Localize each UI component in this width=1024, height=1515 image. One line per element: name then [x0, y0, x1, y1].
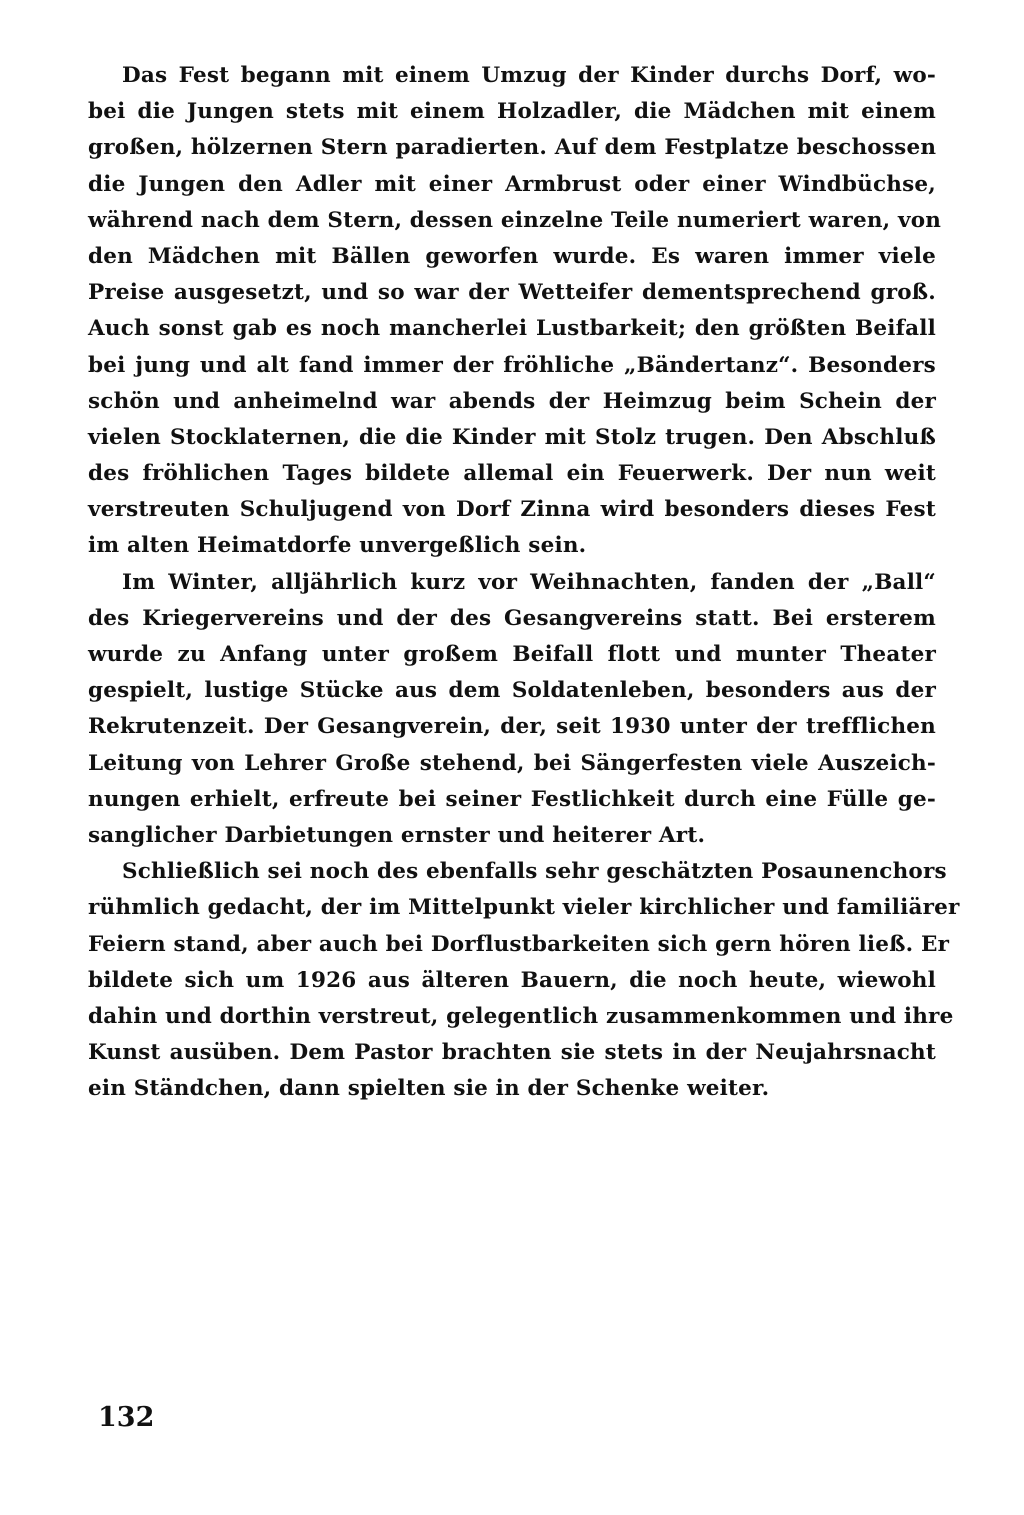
text-line: großen, hölzernen Stern paradierten. Auf dem Festplatze beschossen: [88, 135, 937, 161]
text-line: während nach dem Stern, dessen einzelne Teile numeriert waren, von: [88, 207, 942, 233]
text-line: Leitung von Lehrer Große stehend, bei Sängerfesten viele Auszeich-: [88, 750, 936, 776]
paragraph-fest: [88, 58, 942, 565]
text-line: Im Winter, alljährlich kurz vor Weihnachten, fanden der „Ball“: [122, 569, 936, 595]
text-line: Rekrutenzeit. Der Gesangverein, der, seit 1930 unter der trefflichen: [88, 714, 936, 740]
text-line: die Jungen den Adler mit einer Armbrust oder einer Windbüchse,: [88, 171, 936, 197]
text-line: den Mädchen mit Bällen geworfen wurde. Es waren immer viele: [88, 243, 936, 269]
text-line: dahin und dorthin verstreut, gelegentlich zusammenkommen und ihre: [88, 1003, 954, 1029]
text-line: Auch sonst gab es noch mancherlei Lustbarkeit; den größten Beifall: [88, 316, 936, 342]
text-line: gespielt, lustige Stücke aus dem Soldatenleben, besonders aus der: [88, 678, 936, 704]
text-line: Kunst ausüben. Dem Pastor brachten sie stets in der Neujahrsnacht: [88, 1040, 936, 1066]
text-line: verstreuten Schuljugend von Dorf Zinna wird besonders dieses Fest: [88, 497, 936, 523]
text-line: ein Ständchen, dann spielten sie in der Schenke weiter.: [88, 1076, 770, 1102]
text-line: Das Fest begann mit einem Umzug der Kinder durchs Dorf, wo-: [122, 63, 936, 88]
page-number: 132: [98, 1402, 155, 1433]
text-line: Feiern stand, aber auch bei Dorflustbarkeiten sich gern hören ließ. Er: [88, 931, 950, 957]
text-line: bildete sich um 1926 aus älteren Bauern, die noch heute, wiewohl: [88, 967, 936, 993]
page-text: [88, 58, 960, 1107]
text-line: rühmlich gedacht, der im Mittelpunkt vieler kirchlicher und familiärer: [88, 895, 960, 921]
paragraph-winter: [88, 565, 936, 855]
text-line: Schließlich sei noch des ebenfalls sehr geschätzten Posaunenchors: [122, 859, 947, 885]
text-line: im alten Heimatdorfe unvergeßlich sein.: [88, 533, 587, 559]
text-line: bei die Jungen stets mit einem Holzadler, die Mädchen mit einem: [88, 99, 936, 125]
text-line: sanglicher Darbietungen ernster und heiterer Art.: [88, 822, 706, 848]
text-line: wurde zu Anfang unter großem Beifall flott und munter Theater: [88, 642, 936, 667]
text-line: des fröhlichen Tages bildete allemal ein Feuerwerk. Der nun weit: [88, 461, 936, 487]
text-line: Preise ausgesetzt, und so war der Wetteifer dementsprechend groß.: [88, 280, 936, 306]
text-line: nungen erhielt, erfreute bei seiner Festlichkeit durch eine Fülle ge-: [88, 786, 936, 812]
text-line: schön und anheimelnd war abends der Heimzug beim Schein der: [88, 388, 936, 414]
text-line: des Kriegervereins und der des Gesangvereins statt. Bei ersterem: [88, 605, 936, 631]
text-line: vielen Stocklaternen, die die Kinder mit Stolz trugen. Den Abschluß: [88, 424, 936, 450]
text-line: bei jung und alt fand immer der fröhliche „Bändertanz“. Besonders: [88, 352, 936, 378]
paragraph-posaunenchor: [88, 854, 960, 1107]
